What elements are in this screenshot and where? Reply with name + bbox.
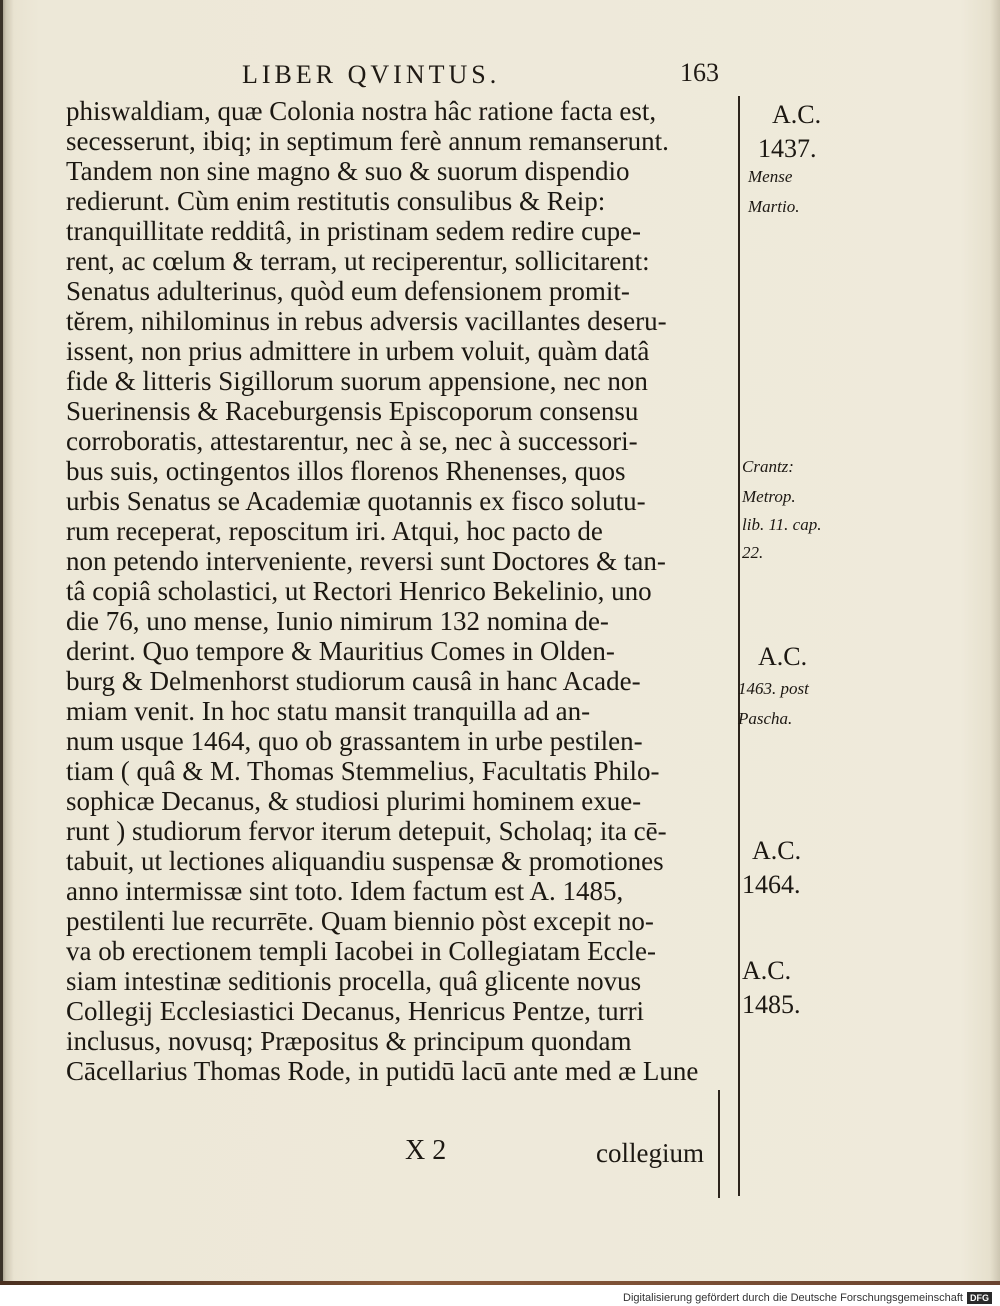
text-line: burg & Delmenhorst studiorum causâ in hanc Acade- [66,666,641,696]
text-line: rent, ac cœlum & terram, ut reciperentur, sollicitarent: [66,246,650,276]
text-line: tâ copiâ scholastici, ut Rectori Henrico Bekelinio, uno [66,576,652,606]
signature-mark: X 2 [405,1135,447,1166]
margin-rule [718,1090,720,1198]
margin-note: lib. 11. cap. [742,515,822,534]
text-line: non petendo interveniente, reversi sunt Doctores & tan- [66,546,666,576]
margin-note: Mense [748,167,793,186]
margin-year: 1485. [742,990,801,1019]
margin-year: A.C. [752,836,802,865]
margin-note: Crantz: [742,457,794,476]
margin-note: Pascha. [738,709,793,728]
text-line: issent, non prius admittere in urbem voluit, quàm datâ [66,336,650,366]
margin-year: A.C. [742,956,792,985]
text-line: bus suis, octingentos illos florenos Rhenenses, quos [66,456,626,486]
text-line: Tandem non sine magno & suo & suorum dispendio [66,156,630,186]
catchword: collegium [596,1138,704,1168]
credit-text: Digitalisierung gefördert durch die Deutsche Forschungsgemeinschaft [623,1292,963,1304]
dfg-logo-icon: DFG [967,1292,992,1304]
text-line: inclusus, novusq; Præpositus & principum quondam [66,1026,632,1056]
margin-rule [738,96,740,1196]
text-line: tiam ( quâ & M. Thomas Stemmelius, Facultatis Philo- [66,756,660,786]
digitization-credit [623,1292,992,1304]
text-line: Suerinensis & Raceburgensis Episcoporum consensu [66,396,639,426]
margin-year: A.C. [772,100,822,129]
running-title: LIBER QVINTUS. [242,60,501,89]
text-line: num usque 1464, quo ob grassantem in urbe pestilen- [66,726,643,756]
margin-note: Metrop. [742,487,796,506]
text-line: redierunt. Cùm enim restitutis consulibus & Reip: [66,186,606,216]
text-line: Cācellarius Thomas Rode, in putidū lacū ante med æ Lune [66,1056,699,1086]
text-line: miam venit. In hoc statu mansit tranquilla ad an- [66,696,591,726]
text-line: va ob erectionem templi Iacobei in Collegiatam Eccle- [66,936,657,966]
text-line: anno intermissæ sint toto. Idem factum est A. 1485, [66,876,624,906]
text-line: tranquillitate redditâ, in pristinam sedem redire cupe- [66,216,642,246]
text-line: derint. Quo tempore & Mauritius Comes in Olden- [66,636,615,666]
text-line: sophicæ Decanus, & studiosi plurimi hominem exue- [66,786,642,816]
text-line: pestilenti lue recurrēte. Quam biennio pòst excepit no- [66,906,654,936]
text-line: die 76, uno mense, Iunio nimirum 132 nomina de- [66,606,609,636]
margin-note: 1463. post [738,679,809,698]
text-line: runt ) studiorum fervor iterum detepuit, Scholaq; ita cē- [66,816,667,846]
text-line: secesserunt, ibiq; in septimum ferè annum remanserunt. [66,126,669,156]
page-header [0,60,1000,94]
text-line: phiswaldiam, quæ Colonia nostra hâc ratione facta est, [66,96,657,126]
main-text [66,96,742,1086]
margin-year: 1464. [742,870,801,899]
page-number: 163 [680,58,719,87]
text-line: Senatus adulterinus, quòd eum defensionem promit- [66,276,630,306]
text-line: corroboratis, attestarentur, nec à se, nec à successori- [66,426,638,456]
text-line: Collegij Ecclesiastici Decanus, Henricus Pentze, turri [66,996,645,1026]
margin-note: 22. [742,543,764,562]
text-line: tĕrem, nihilominus in rebus adversis vacillantes deseru- [66,306,667,336]
margin-year: 1437. [758,134,817,163]
text-line: fide & litteris Sigillorum suorum appensione, nec non [66,366,648,396]
margin-year: A.C. [758,642,808,671]
text-line: rum receperat, reposcitum iri. Atqui, hoc pacto de [66,516,603,546]
text-line: tabuit, ut lectiones aliquandiu suspensæ & promotiones [66,846,664,876]
text-line: siam intestinæ seditionis procella, quâ glicente novus [66,966,642,996]
margin-note: Martio. [748,197,800,216]
text-line: urbis Senatus se Academiæ quotannis ex fisco solutu- [66,486,646,516]
